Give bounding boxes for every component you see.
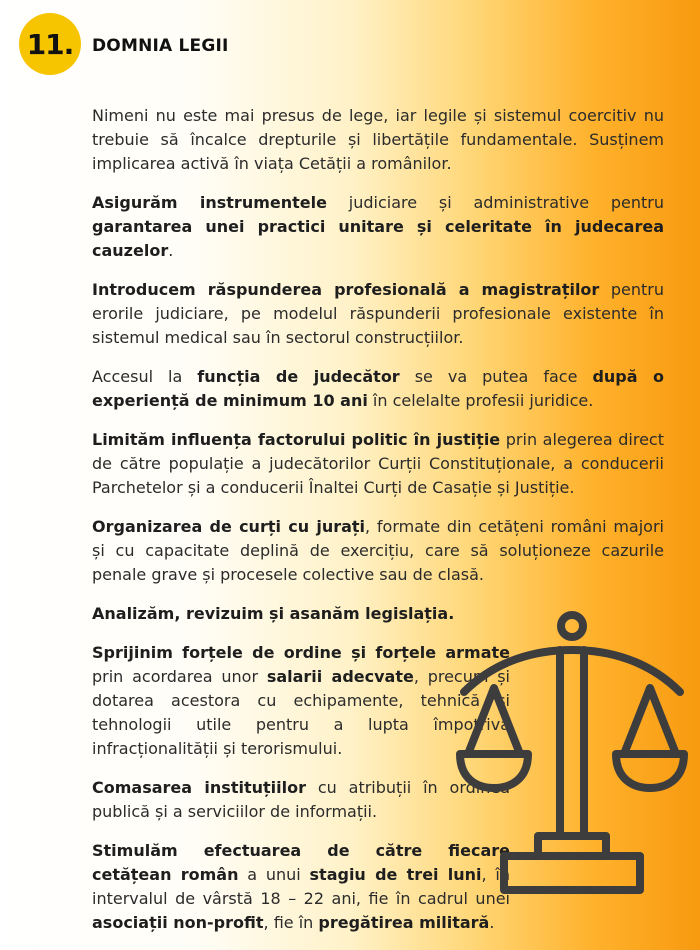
text: , formate din cetățeni români majori și cu capacitate deplină de exercițiu, care să soluționeze cazurile penale grave și procesele colective sau de clasă. bbox=[92, 517, 664, 584]
text: judiciare și administrative pentru bbox=[326, 193, 664, 212]
text: prin alegerea direct de către populație a judecătorilor Curții Constituționale, a conducerii Parchetelor și a conducerii Înaltei Curți de Casație și Justiție. bbox=[92, 430, 664, 497]
section-number: 11. bbox=[26, 27, 74, 61]
text: , în intervalul de vârstă 18 – 22 ani, fie în cadrul unei bbox=[92, 865, 511, 908]
text: . bbox=[489, 913, 495, 932]
text: , precum și dotarea acestora cu echipamente, tehnică și tehnologii utile pentru a lupta împotriva infracționalității și terorismului. bbox=[92, 667, 511, 758]
bold-text: Asigurăm instrumentele bbox=[92, 193, 327, 212]
bold-text: Stimulăm efectuarea de către fiecare cetățean român bbox=[92, 841, 510, 884]
bold-text: salarii adecvate bbox=[266, 667, 414, 686]
paragraph-3 bbox=[92, 278, 664, 350]
bold-text: Comasarea instituțiilor bbox=[92, 778, 306, 797]
bold-text: asociații non-profit bbox=[92, 913, 264, 932]
text: se va putea face bbox=[399, 367, 593, 386]
text: . bbox=[168, 241, 174, 260]
paragraph-10 bbox=[92, 839, 510, 935]
section-title: DOMNIA LEGII bbox=[92, 36, 229, 56]
scales-of-justice-icon bbox=[456, 600, 688, 900]
paragraph-6 bbox=[92, 515, 664, 587]
section-number-badge bbox=[19, 13, 81, 75]
bold-text: Analizăm, revizuim și asanăm legislația. bbox=[92, 604, 455, 623]
bold-text: garantarea unei practici unitare și celeritate în judecarea cauzelor bbox=[92, 217, 664, 260]
text: a unui bbox=[238, 865, 310, 884]
paragraph-2 bbox=[92, 191, 664, 263]
paragraph-5 bbox=[92, 428, 664, 500]
text: pentru erorile judiciare, pe modelul răspunderii profesionale existente în sistemul medical sau în sectorul construcțiilor. bbox=[92, 280, 665, 347]
text: Nimeni nu este mai presus de lege, iar legile și sistemul coercitiv nu trebuie să încalce drepturile și libertățile fundamentale. Susținem implicarea activă în viața Cetății a românilor. bbox=[92, 106, 664, 173]
paragraph-1 bbox=[92, 104, 664, 176]
text: în celelalte profesii juridice. bbox=[367, 391, 594, 410]
paragraph-4 bbox=[92, 365, 664, 413]
paragraph-9 bbox=[92, 776, 510, 824]
text: prin acordarea unor bbox=[92, 667, 267, 686]
bold-text: stagiu de trei luni bbox=[309, 865, 482, 884]
bold-text: Limităm influența factorului politic în justiție bbox=[92, 430, 501, 449]
bold-text: după o experiență de minimum 10 ani bbox=[92, 367, 665, 410]
bold-text: Introducem răspunderea profesională a magistraților bbox=[92, 280, 600, 299]
paragraph-8 bbox=[92, 641, 510, 761]
text: Accesul la bbox=[92, 367, 198, 386]
text: cu atribuții în ordinea publică și a serviciilor de informații. bbox=[92, 778, 510, 821]
bold-text: pregătirea militară bbox=[318, 913, 490, 932]
bold-text: funcția de judecător bbox=[197, 367, 400, 386]
bold-text: Sprijinim forțele de ordine și forțele armate bbox=[92, 643, 510, 662]
text: , fie în bbox=[263, 913, 319, 932]
bold-text: Organizarea de curți cu jurați bbox=[92, 517, 366, 536]
